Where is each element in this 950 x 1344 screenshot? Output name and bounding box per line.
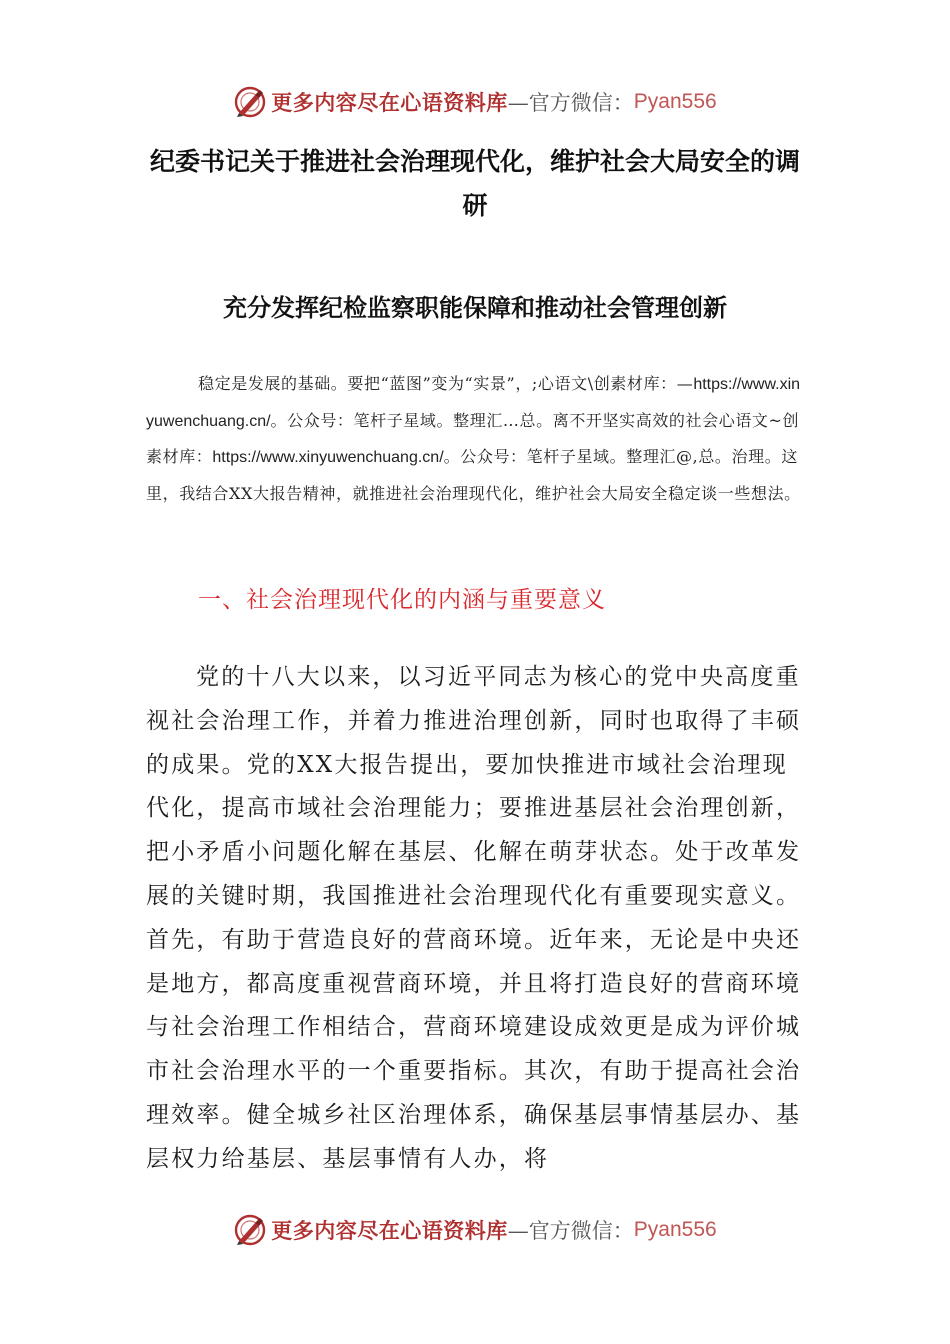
banner-wechat-handle: Pyan556: [633, 1218, 717, 1241]
banner-official-label: —官方微信：: [507, 1219, 634, 1243]
intro-text-3: 。公众号：笔杆子星域。整理汇@,总。治理。这里，我结合XX大报告精神，就推进社会治理现代化，维护社会大局安全稳定谈一些想法。: [146, 447, 801, 503]
banner-brand-text: 更多内容尽在心语资料库: [271, 1218, 508, 1243]
intro-link-2[interactable]: https://www.xinyuwenchuang.cn/: [212, 449, 444, 466]
banner-official-label: —官方微信：: [507, 91, 634, 115]
pen-logo-icon: [233, 85, 267, 119]
document-subtitle: 充分发挥纪检监察职能保障和推动社会管理创新: [223, 294, 727, 322]
section-1-paragraph: 党的十八大以来，以习近平同志为核心的党中央高度重视社会治理工作，并着力推进治理创新，同时也取得了丰硕的成果。党的XX大报告提出，要加快推进市域社会治理现代化，提高市域社会治理能力；要推进基层社会治理创新，把小矛盾小问题化解在基层、化解在萌芽状态。处于改革发展的关键时期，我国推进社会治理现代化有重要现实意义。首先，有助于营造良好的营商环境。近年来，无论是中央还是地方，都高度重视营商环境，并且将打造良好的营商环境与社会治理工作相结合，营商环境建设成效更是成为评价城市社会治理水平的一个重要指标。其次，有助于提高社会治理效率。健全城乡社区治理体系，确保基层事情基层办、基层权力给基层、基层事情有人办，将: [146, 664, 802, 1172]
pen-logo-icon: [233, 1213, 267, 1247]
intro-link-1[interactable]: https://www.xinyuwenchuang.cn/: [146, 376, 801, 430]
section-heading-1: 一、社会治理现代化的内涵与重要意义: [198, 587, 606, 613]
banner-brand-text: 更多内容尽在心语资料库: [271, 90, 508, 115]
intro-text-1: 稳定是发展的基础。要把“蓝图”变为“实景”，;心语文\创素材库：—: [198, 374, 694, 393]
banner-wechat-handle: Pyan556: [633, 90, 717, 113]
intro-text-2: 。公众号：笔杆子星域。整理汇…总。离不开坚实高效的社会心语文~创素材库：: [146, 410, 800, 466]
header-banner: [0, 82, 950, 122]
intro-paragraph: [146, 366, 806, 511]
document-title: 纪委书记关于推进社会治理现代化，维护社会大局安全的调研: [149, 147, 800, 220]
footer-banner: [0, 1210, 950, 1250]
